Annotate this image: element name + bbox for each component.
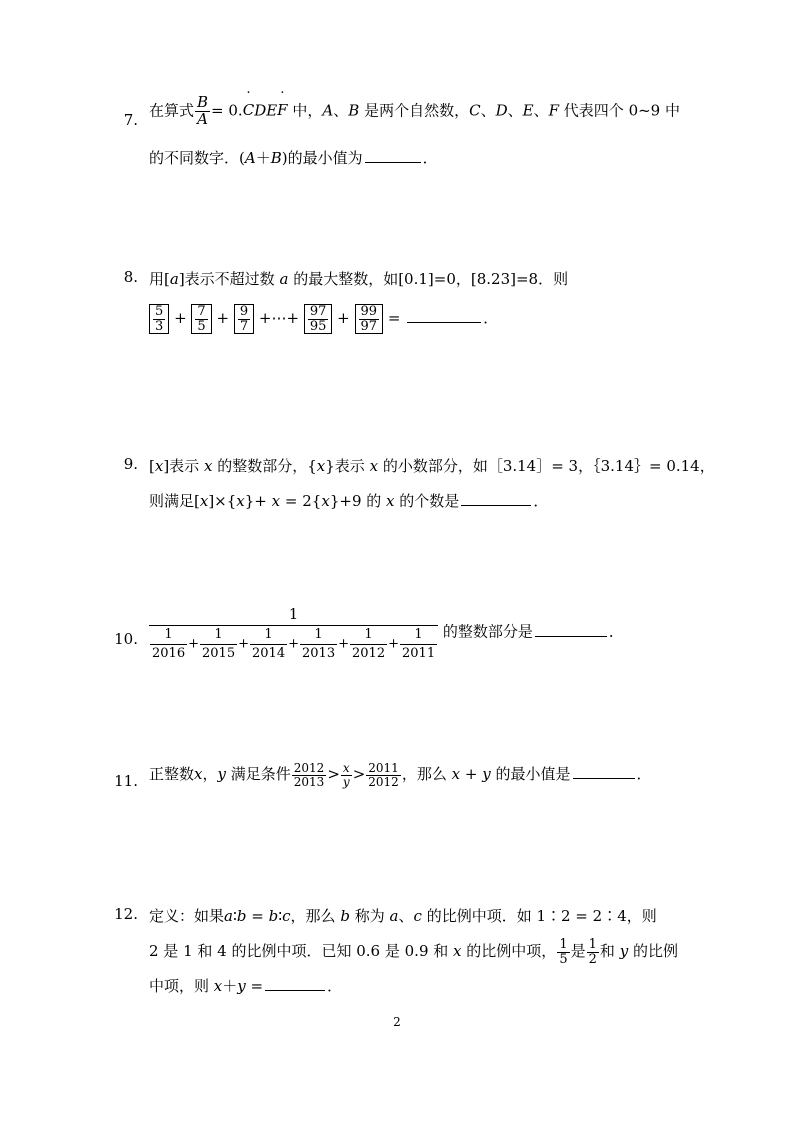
page-number: 2	[393, 1015, 401, 1029]
var: b	[340, 907, 350, 925]
problem-number: 12.	[114, 905, 138, 923]
denominator: 2015	[202, 645, 236, 661]
text: ．	[327, 977, 343, 995]
var: b	[236, 907, 247, 925]
text: }+9 的	[329, 492, 382, 510]
numerator: 9	[239, 304, 249, 319]
var: x	[199, 492, 209, 510]
greater-than: >	[327, 765, 340, 784]
text: ，	[202, 765, 218, 784]
numerator: 1	[400, 628, 437, 645]
var: c	[413, 907, 422, 925]
numerator: x	[342, 761, 350, 775]
var: B	[270, 149, 282, 167]
plus: +	[216, 309, 230, 328]
text: 和	[599, 942, 615, 961]
plus: +	[188, 636, 199, 652]
text: 的个数是	[399, 492, 460, 510]
numerator: 1	[150, 628, 187, 645]
text: 满足条件	[230, 765, 291, 784]
text: 中项，则	[149, 977, 210, 995]
numerator: 1	[200, 628, 237, 645]
var: a	[279, 270, 289, 288]
var: A	[322, 101, 334, 120]
text: 则满足[	[149, 492, 200, 510]
var: x	[236, 492, 245, 510]
problem-line	[149, 975, 342, 996]
text: 的比例中项．如 1∶2 = 2∶4，则	[426, 907, 657, 925]
equals: =	[387, 309, 401, 328]
var: x	[369, 457, 379, 475]
var: D	[495, 101, 508, 120]
denominator: A	[197, 109, 208, 128]
numerator: 1	[149, 605, 438, 626]
text: 2 是 1 和 4 的比例中项．已知 0.6 是 0.9 和	[149, 942, 449, 961]
answer-blank[interactable]	[365, 161, 421, 163]
digit: E	[266, 101, 278, 120]
numerator: 1	[250, 628, 287, 645]
answer-blank[interactable]	[265, 989, 325, 991]
var: x	[321, 492, 330, 510]
numerator: 1	[559, 937, 568, 952]
var: x	[213, 977, 223, 995]
text: 是	[570, 942, 586, 961]
text: 的最小值是	[495, 765, 571, 784]
denominator: 5	[559, 951, 568, 967]
plus: +	[388, 636, 399, 652]
var: a	[169, 270, 179, 288]
numerator: 7	[197, 304, 206, 319]
denominator: 5	[197, 318, 206, 334]
text: ．	[636, 765, 652, 784]
var: y	[619, 942, 629, 961]
text: 的整数部分是	[442, 622, 533, 641]
floor-bracket	[234, 304, 254, 334]
denominator: 7	[239, 318, 249, 334]
answer-blank[interactable]	[573, 777, 635, 779]
text: =	[251, 907, 264, 925]
text: ．	[608, 622, 624, 641]
denominator: 2013	[293, 774, 325, 789]
problem-number: 9.	[123, 455, 138, 473]
problem-number: 7.	[123, 111, 138, 129]
denominator: 2014	[252, 645, 286, 661]
text: ＋	[255, 149, 271, 167]
var: y	[217, 765, 226, 784]
text: ，那么	[290, 907, 336, 925]
text: ∶	[278, 907, 283, 925]
var: y	[482, 765, 491, 784]
denominator-sum	[149, 626, 438, 660]
text: 是两个自然数，	[364, 101, 470, 120]
text: }表示	[325, 457, 365, 475]
var: F	[548, 101, 560, 120]
problem-number: 10.	[114, 630, 138, 648]
text: ＋	[222, 977, 238, 995]
var: c	[282, 907, 291, 925]
text: 的不同数字．(	[149, 149, 245, 167]
numerator: 5	[155, 304, 164, 319]
answer-blank[interactable]	[535, 635, 607, 637]
numerator: 99	[360, 304, 378, 319]
floor-bracket	[304, 304, 333, 334]
numerator: B	[197, 93, 209, 111]
text: ．	[533, 492, 549, 510]
var: B	[348, 101, 360, 120]
denominator: 2	[588, 951, 597, 967]
plus: +	[464, 765, 478, 784]
var: b	[268, 907, 279, 925]
floor-bracket	[191, 304, 211, 334]
problem-number: 8.	[123, 268, 138, 286]
repeating-digit: F ˙	[277, 101, 287, 119]
var: C	[469, 101, 481, 120]
text: 定义：如果	[149, 907, 225, 925]
problem-line	[149, 490, 548, 511]
compound-fraction	[149, 605, 438, 660]
var: x	[194, 765, 203, 784]
text: 的比例	[632, 942, 678, 961]
problem-line	[149, 938, 678, 966]
text: ]表示	[163, 457, 200, 475]
greater-than: >	[352, 765, 366, 784]
fraction-b-over-a	[195, 95, 210, 128]
denominator: y	[342, 774, 350, 789]
var: x	[386, 492, 395, 510]
text: 用[	[149, 270, 170, 288]
text: 中，	[292, 101, 323, 120]
text: [	[149, 457, 155, 475]
numerator: 1	[588, 937, 597, 952]
plus: +	[174, 309, 187, 328]
text: )的最小值为	[281, 149, 363, 167]
var: y	[237, 977, 246, 995]
text: 的小数部分，如［3.14］= 3，｛3.14｝= 0.14，	[382, 457, 715, 475]
denominator: 2012	[368, 774, 399, 789]
var: A	[244, 149, 256, 167]
problem-line	[149, 762, 652, 788]
var: a	[389, 907, 399, 925]
var: x	[154, 457, 164, 475]
text: 、	[533, 101, 549, 120]
numerator: 97	[309, 304, 327, 319]
text: ．	[422, 149, 438, 167]
denominator: 2013	[302, 645, 336, 661]
text: 、	[507, 101, 523, 120]
problem-line	[149, 605, 624, 660]
denominator: 3	[155, 318, 164, 334]
plus: +	[238, 636, 249, 652]
floor-bracket	[355, 304, 384, 334]
problem-line	[149, 905, 657, 926]
var: x	[451, 765, 461, 784]
floor-bracket	[149, 304, 169, 334]
plus: +	[337, 309, 350, 328]
problem-number: 11.	[114, 772, 138, 790]
text: ．	[483, 309, 499, 328]
answer-blank[interactable]	[407, 321, 481, 323]
text: }+	[244, 492, 267, 510]
plus: +	[338, 636, 349, 652]
text: ]表示不超过数	[178, 270, 275, 288]
text: ∶	[232, 907, 237, 925]
problem-line	[149, 147, 438, 168]
text: 、	[480, 101, 496, 120]
problem-line	[149, 455, 715, 476]
text: 正整数	[149, 765, 195, 784]
numerator: 2011	[368, 761, 399, 775]
denominator: 2012	[352, 645, 386, 661]
text: 的最大整数，如[0.1]=0，[8.23]=8．则	[293, 270, 569, 288]
text: =	[250, 977, 264, 995]
text: 、	[398, 907, 414, 925]
text: 在算式	[149, 101, 195, 120]
var: x	[271, 492, 281, 510]
var: E	[522, 101, 534, 120]
denominator: 2011	[402, 645, 436, 661]
text: = 2{	[284, 492, 322, 510]
text: 的整数部分，{	[217, 457, 317, 475]
text: 称为	[354, 907, 385, 925]
text: ，那么	[401, 765, 447, 784]
problem-line	[149, 95, 680, 128]
denominator: 2016	[152, 645, 186, 661]
text: = 0.	[211, 101, 243, 120]
text: 、	[333, 101, 349, 120]
numerator: 1	[300, 628, 337, 645]
var: x	[203, 457, 213, 475]
text: 的比例中项，	[466, 942, 557, 961]
ellipsis: +⋯+	[258, 309, 300, 328]
plus: +	[288, 636, 299, 652]
numerator: 2012	[293, 761, 325, 775]
repeating-digit: C ˙	[243, 101, 254, 119]
problem-line	[149, 268, 568, 289]
denominator: 95	[309, 318, 327, 334]
text: ]×{	[208, 492, 237, 510]
numerator: 1	[350, 628, 387, 645]
problem-line	[149, 304, 498, 334]
digit: D	[254, 101, 267, 120]
var: a	[224, 907, 233, 925]
var: x	[316, 457, 326, 475]
text: 代表四个 0~9 中	[563, 101, 680, 120]
denominator: 97	[360, 318, 378, 334]
var: x	[453, 942, 462, 961]
answer-blank[interactable]	[461, 504, 531, 506]
